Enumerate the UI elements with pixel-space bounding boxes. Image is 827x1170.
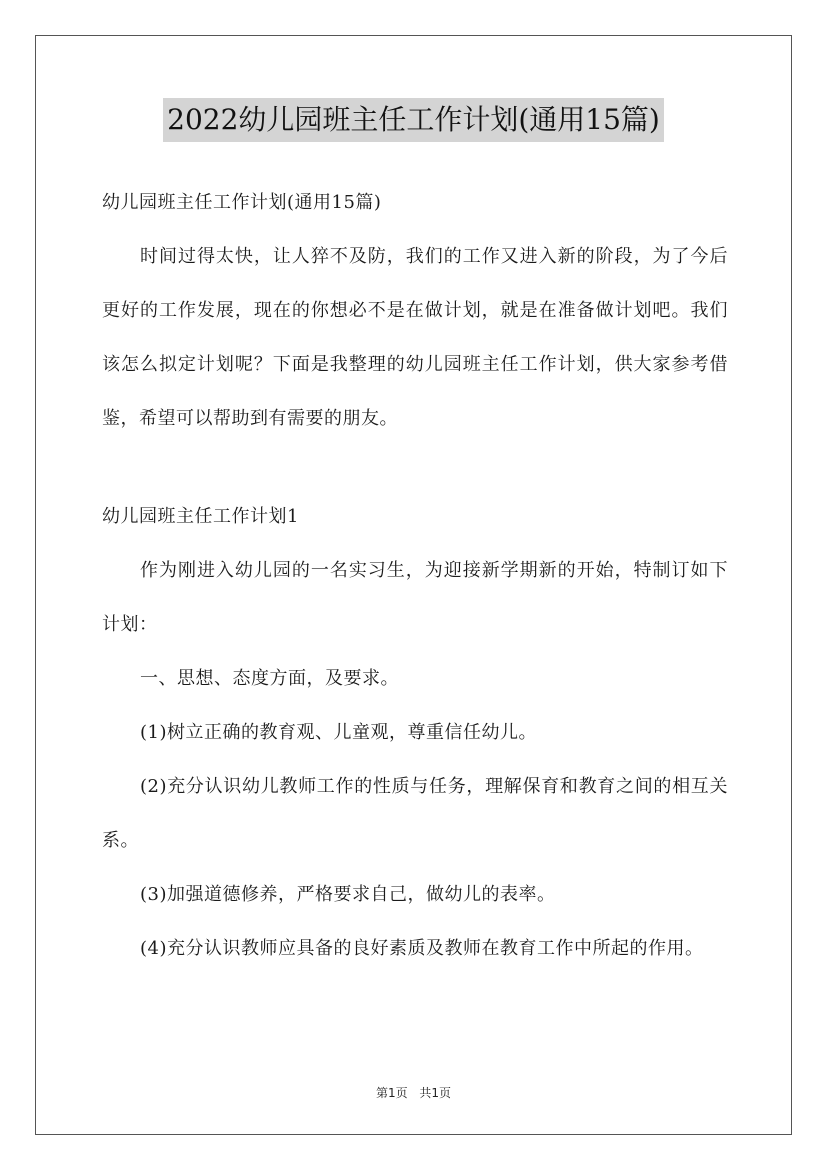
paragraph-subtitle: 幼儿园班主任工作计划(通用15篇) [102, 192, 382, 213]
paragraph-item-3: (3)加强道德修养，严格要求自己，做幼儿的表率。 [140, 884, 556, 905]
paragraph-item-1: (1)树立正确的教育观、儿童观，尊重信任幼儿。 [140, 722, 537, 743]
page-total: 共1页 [419, 1086, 452, 1100]
paragraph-item-heading: 一、思想、态度方面，及要求。 [140, 668, 399, 689]
paragraph-intro: 时间过得太快，让人猝不及防，我们的工作又进入新的阶段，为了今后更好的工作发展，现在的你想必不是在做计划，就是在准备做计划吧。我们该怎么拟定计划呢？下面是我整理的幼儿园班主任工作计划，供大家参考借鉴，希望可以帮助到有需要的朋友。 [102, 246, 728, 429]
section-spacer [102, 446, 728, 490]
paragraph-item-4: (4)充分认识教师应具备的良好素质及教师在教育工作中所起的作用。 [140, 938, 704, 959]
document-title: 2022幼儿园班主任工作计划(通用15篇) [163, 98, 664, 142]
section-heading: 幼儿园班主任工作计划1 [102, 506, 299, 527]
paragraph-item-2: (2)充分认识幼儿教师工作的性质与任务，理解保育和教育之间的相互关系。 [102, 776, 728, 851]
document-body [102, 176, 728, 976]
page-footer [0, 1084, 827, 1101]
paragraph-plan-intro: 作为刚进入幼儿园的一名实习生，为迎接新学期新的开始，特制订如下计划： [102, 560, 728, 635]
title-container [0, 98, 827, 142]
page-number: 第1页 [375, 1086, 408, 1100]
